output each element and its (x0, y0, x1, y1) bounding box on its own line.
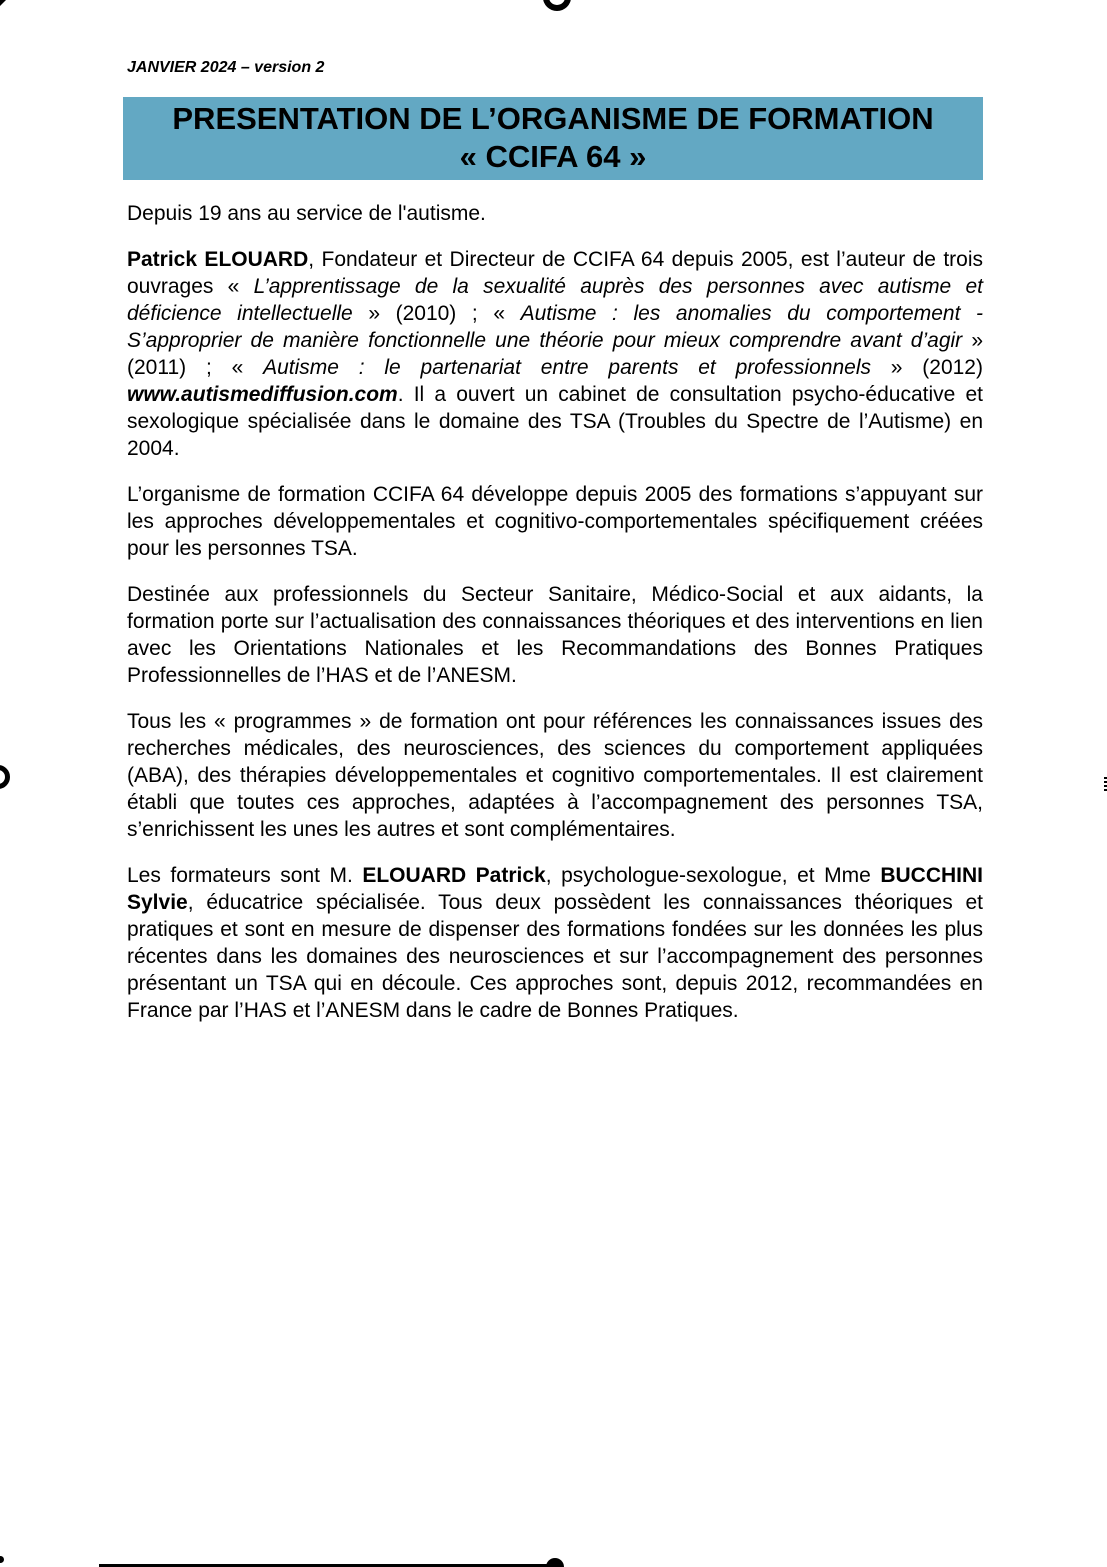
text-segment: Les formateurs sont M. (127, 864, 363, 887)
text-segment: , éducatrice spécialisée. Tous deux possèdent les connaissances théoriques et pratiques et sont en mesure de dispenser des formations fondées sur les données les plus récentes dans les domaines des neurosciences et sur l’accompagnement des personnes présentant un TSA qui en découle. Ces approches sont, depuis 2012, recommandées en France par l’HAS et l’ANESM dans le cadre de Bonnes Pratiques. (127, 891, 983, 1022)
title-banner-line1: PRESENTATION DE L’ORGANISME DE FORMATION (172, 101, 934, 136)
text-segment: , psychologue-sexologue, et Mme (545, 864, 881, 887)
text-segment: . Il a ouvert un cabinet de consultation psycho-éducative et sexologique spécialisée dans le domaine des TSA (Troubles du Spectre de l’Autisme) en 2004. (127, 383, 983, 460)
text-segment: Tous les « programmes » de formation ont pour références les connaissances issues des recherches médicales, des neurosciences, des sciences du comportement appliquées (ABA), des thérapies développementales et cognitivo comportementales. Il est clairement établi que toutes ces approches, adaptées à l’accompagnement des personnes TSA, s’enrichissent les unes les autres et sont complémentaires. (127, 710, 983, 841)
text-segment: BUCCHINI Sylvie (127, 864, 983, 914)
text-segment: » (2011) ; « (127, 329, 984, 379)
cutoff-page-number-glyph (546, 1558, 564, 1567)
text-segment: L’organisme de formation CCIFA 64 développe depuis 2005 des formations s’appuyant sur les approches développementales et cognitivo-comportementales spécifiquement créées pour les personnes TSA. (127, 483, 983, 560)
cutoff-mark-bottom-left (0, 1556, 4, 1563)
text-segment: » (2012) (870, 356, 983, 379)
cutoff-glyph-left-edge (0, 765, 10, 789)
title-banner-line2: « CCIFA 64 » (459, 139, 647, 174)
text-segment: www.autismediffusion.com (127, 383, 398, 406)
paragraphs (127, 200, 983, 1024)
text-segment: Autisme : le partenariat entre parents et professionnels (263, 356, 871, 379)
paragraph (127, 246, 983, 462)
text-segment: , Fondateur et Directeur de CCIFA 64 depuis 2005, est l’auteur de trois ouvrages « (127, 248, 983, 298)
paragraph (127, 708, 983, 843)
text-segment: » (2010) ; « (352, 302, 521, 325)
text-segment: ELOUARD Patrick (362, 864, 546, 887)
paragraph (127, 481, 983, 562)
title-banner (123, 97, 983, 180)
cutoff-glyph-top-center (543, 0, 571, 11)
text-segment: Autisme : les anomalies du comportement - S’approprier de manière fonctionnelle une théorie pour mieux comprendre avant d’agir (127, 302, 984, 352)
version-note: JANVIER 2024 – version 2 (127, 59, 325, 76)
document-content (127, 58, 983, 1043)
text-segment: L’apprentissage de la sexualité auprès des personnes avec autisme et déficience intellectuelle (127, 275, 983, 325)
paragraph (127, 200, 983, 227)
text-segment: Patrick ELOUARD (127, 248, 309, 271)
cutoff-mark-top-left (0, 0, 6, 6)
text-segment: Depuis 19 ans au service de l'autisme. (127, 202, 486, 225)
paragraph (127, 581, 983, 689)
paragraph (127, 862, 983, 1024)
text-segment: Destinée aux professionnels du Secteur Sanitaire, Médico-Social et aux aidants, la formation porte sur l’actualisation des connaissances théoriques et des interventions en lien avec les Orientations Nationales et les Recommandations des Bonnes Pratiques Professionnelles de l’HAS et de l’ANESM. (127, 583, 983, 687)
